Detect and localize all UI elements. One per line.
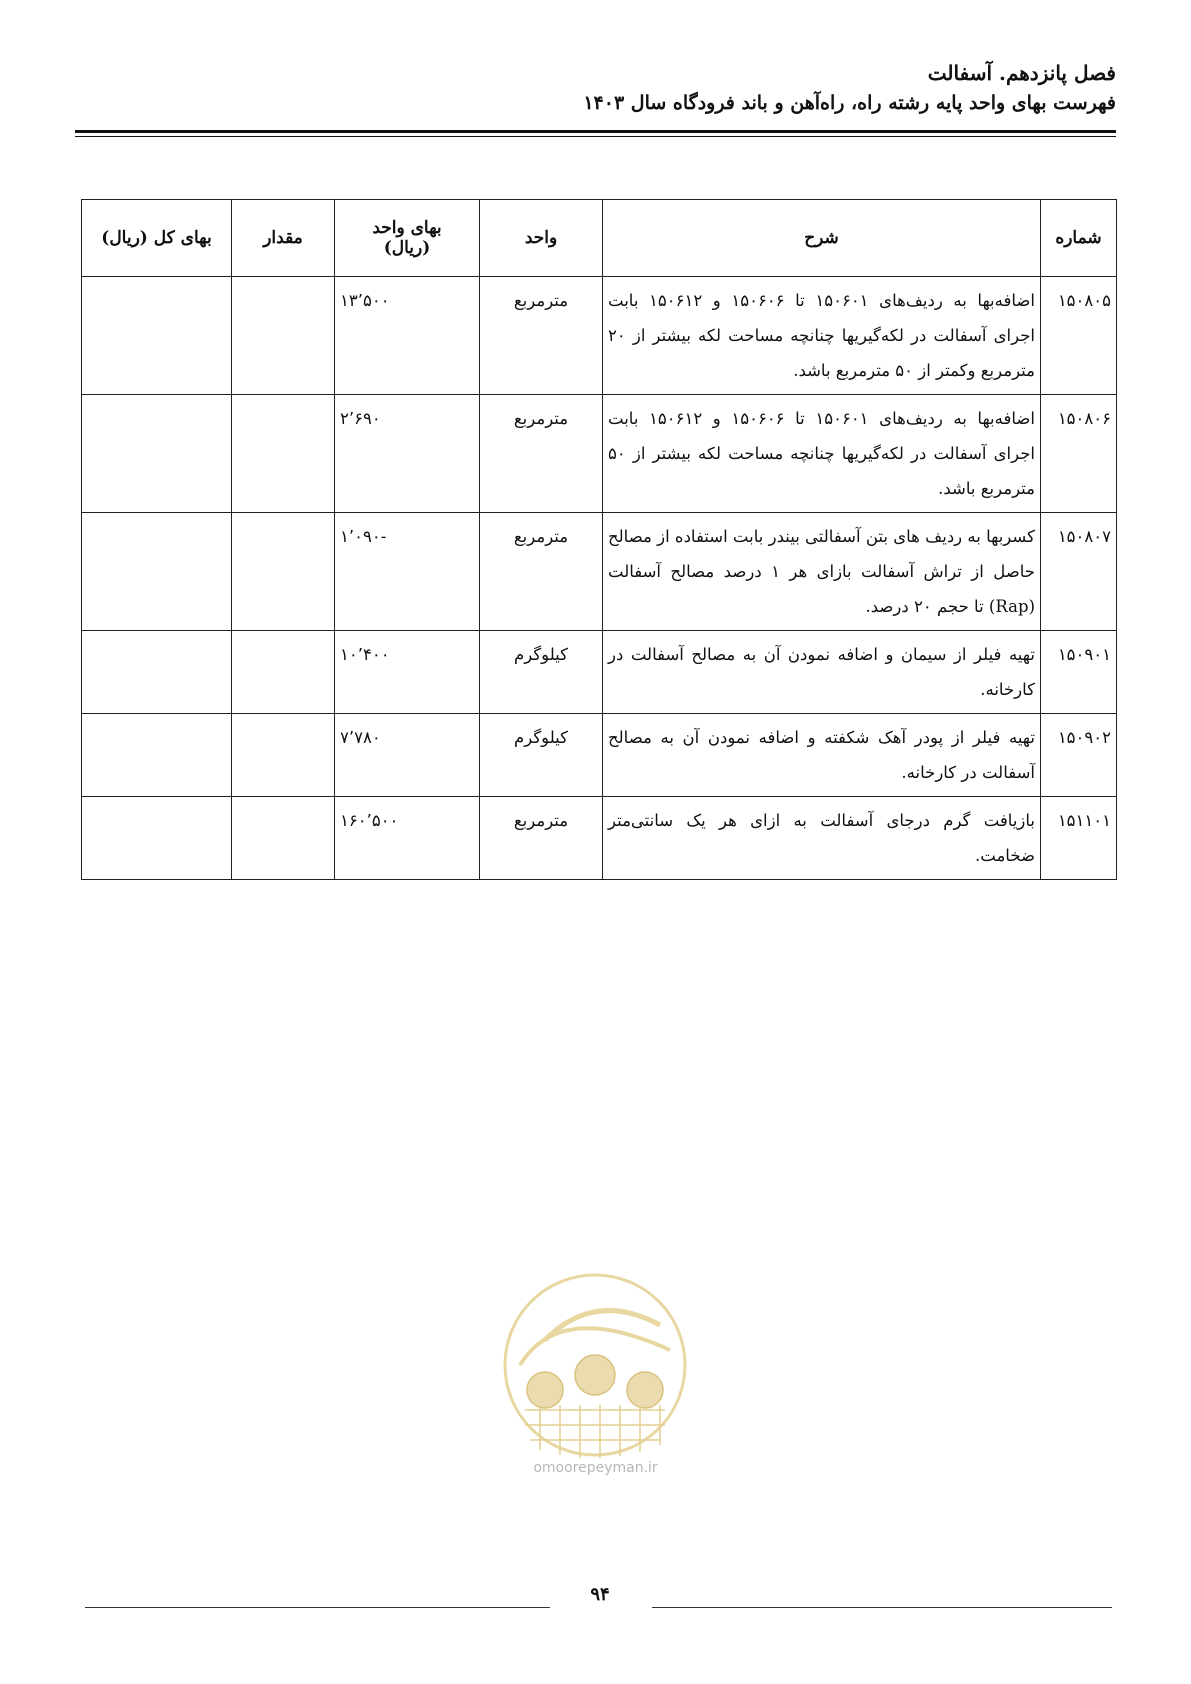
row-unit-price: -۱٬۰۹۰	[335, 513, 480, 631]
row-description: اضافه‌بها به ردیف‌های ۱۵۰۶۰۱ تا ۱۵۰۶۰۶ و ۱۵۰۶۱۲ بابت اجرای آسفالت در لکه‌گیریها چنانچه مساحت لکه بیشتر از ۵۰ مترمربع باشد.	[603, 395, 1041, 513]
row-quantity	[232, 714, 335, 797]
row-unit-price: ۱۰٬۴۰۰	[335, 631, 480, 714]
row-quantity	[232, 513, 335, 631]
row-number: ۱۵۰۸۰۵	[1041, 277, 1117, 395]
table-row	[82, 714, 1117, 797]
row-description: بازیافت گرم درجای آسفالت به ازای هر یک سانتی‌متر ضخامت.	[603, 797, 1041, 880]
watermark-site: omoorepeyman.ir	[533, 1460, 658, 1476]
row-number: ۱۵۰۸۰۷	[1041, 513, 1117, 631]
row-number: ۱۵۰۹۰۱	[1041, 631, 1117, 714]
page-number: ۹۴	[590, 1584, 610, 1605]
header-unit-price-label: بهای واحد	[372, 218, 442, 238]
row-total	[82, 797, 232, 880]
watermark-logo	[500, 1270, 690, 1460]
chapter-title: فصل پانزدهم. آسفالت	[927, 61, 1116, 85]
row-description: اضافه‌بها به ردیف‌های ۱۵۰۶۰۱ تا ۱۵۰۶۰۶ و ۱۵۰۶۱۲ بابت اجرای آسفالت در لکه‌گیریها چنانچه مساحت لکه بیشتر از ۲۰ مترمربع وکمتر از ۵۰ مترمربع باشد.	[603, 277, 1041, 395]
row-number: ۱۵۰۸۰۶	[1041, 395, 1117, 513]
table-row	[82, 631, 1117, 714]
row-unit: کیلوگرم	[480, 631, 603, 714]
header-unit-price-currency: (ریال)	[383, 238, 431, 258]
header-rule-thin	[75, 136, 1116, 137]
header-quantity: مقدار	[232, 200, 335, 277]
row-total	[82, 277, 232, 395]
row-unit: کیلوگرم	[480, 714, 603, 797]
row-unit-price: ۱۶۰٬۵۰۰	[335, 797, 480, 880]
row-quantity	[232, 797, 335, 880]
footer-rule-left	[85, 1607, 550, 1608]
row-unit: مترمربع	[480, 395, 603, 513]
row-unit: مترمربع	[480, 277, 603, 395]
row-total	[82, 513, 232, 631]
row-total	[82, 631, 232, 714]
row-unit: مترمربع	[480, 797, 603, 880]
table-row	[82, 395, 1117, 513]
page-header	[583, 58, 1116, 118]
document-subtitle: فهرست بهای واحد پایه رشته راه، راه‌آهن و باند فرودگاه سال ۱۴۰۳	[583, 92, 1116, 114]
footer-rule-right	[652, 1607, 1112, 1608]
row-total	[82, 395, 232, 513]
table-row	[82, 797, 1117, 880]
row-number: ۱۵۰۹۰۲	[1041, 714, 1117, 797]
row-number: ۱۵۱۱۰۱	[1041, 797, 1117, 880]
row-description: تهیه فیلر از سیمان و اضافه نمودن آن به مصالح آسفالت در کارخانه.	[603, 631, 1041, 714]
row-description: کسربها به ردیف های بتن آسفالتی بیندر بابت استفاده از مصالح حاصل از تراش آسفالت بازای هر ۱ درصد مصالح آسفالت (Rap) تا حجم ۲۰ درصد.	[603, 513, 1041, 631]
header-total-price: بهای کل (ریال)	[82, 200, 232, 277]
table-row	[82, 277, 1117, 395]
row-quantity	[232, 631, 335, 714]
row-unit-price: ۲٬۶۹۰	[335, 395, 480, 513]
header-unit: واحد	[480, 200, 603, 277]
header-unit-price	[335, 200, 480, 277]
header-rule-thick	[75, 130, 1116, 133]
header-number: شماره	[1041, 200, 1117, 277]
table-row	[82, 513, 1117, 631]
row-total	[82, 714, 232, 797]
row-unit: مترمربع	[480, 513, 603, 631]
header-description: شرح	[603, 200, 1041, 277]
row-unit-price: ۷٬۷۸۰	[335, 714, 480, 797]
row-quantity	[232, 277, 335, 395]
row-quantity	[232, 395, 335, 513]
row-description: تهیه فیلر از پودر آهک شکفته و اضافه نمودن آن به مصالح آسفالت در کارخانه.	[603, 714, 1041, 797]
row-unit-price: ۱۳٬۵۰۰	[335, 277, 480, 395]
table-header-row	[82, 200, 1117, 277]
price-list-table	[81, 199, 1117, 880]
